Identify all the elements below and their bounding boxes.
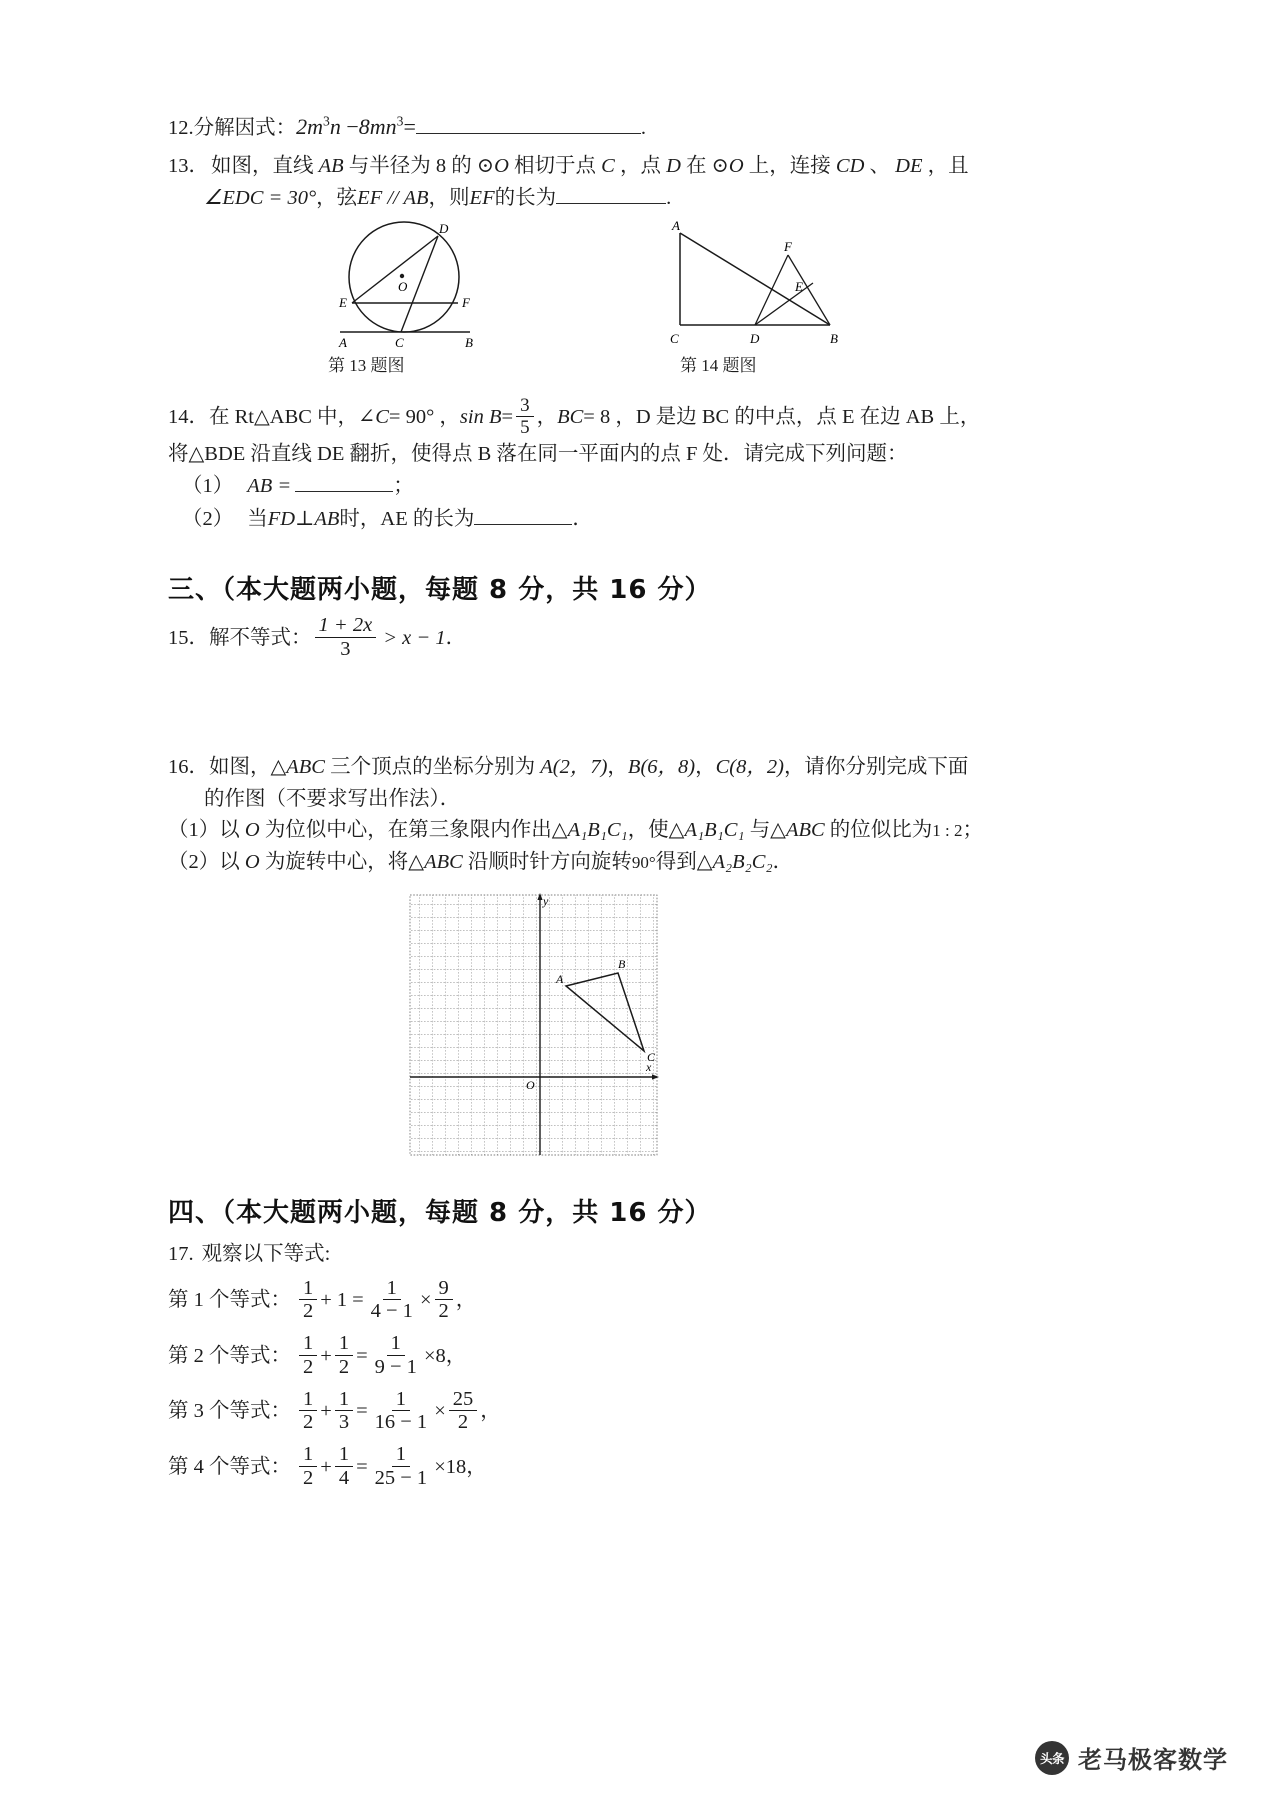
q13-t7: 、 — [864, 154, 896, 177]
q17-eq4-lhs-den: 2 — [303, 1466, 314, 1489]
q13-t6: 上，连接 — [743, 154, 836, 177]
fig14-label-A: A — [672, 218, 680, 233]
graph-label-x: x — [646, 1059, 652, 1074]
q17-eq4-equals: = — [356, 1455, 368, 1478]
q13-ef-parallel-ab: EF // AB — [357, 187, 429, 210]
q14-bc: BC — [557, 406, 584, 429]
q17-eq1-label: 第 1 个等式： — [168, 1289, 291, 1312]
q16-s1-t6: ； — [962, 819, 984, 842]
q16-s2-t2: 为旋转中心，将△ — [259, 851, 425, 874]
q12-equals: = — [403, 114, 416, 139]
q17-eq1-lhs-den: 2 — [303, 1300, 314, 1323]
q17-eq3-label: 第 3 个等式： — [168, 1400, 291, 1423]
section-3-heading: 三、（本大题两小题，每题 8 分，共 16 分） — [168, 575, 712, 606]
q15-frac-denominator: 3 — [340, 637, 351, 660]
q17-eq4-rhs-fraction — [371, 1444, 432, 1489]
q13-l1-text — [211, 151, 969, 183]
q12-answer-blank[interactable] — [416, 113, 641, 135]
graph-label-y: y — [543, 893, 549, 908]
question-14 — [168, 394, 1120, 536]
q14-angle-c: C — [375, 406, 389, 429]
question-13-number: 13． — [168, 154, 209, 177]
q17-eq4-rhs-den: 25 − 1 — [374, 1466, 428, 1489]
q14-frac-denominator: 5 — [520, 416, 530, 438]
fig13-label-B: B — [465, 334, 473, 349]
question-14-number: 14． — [168, 406, 209, 429]
q17-eq4-addend-num: 1 — [335, 1444, 353, 1467]
q17-eq3-mul-fraction — [449, 1389, 478, 1434]
figure-13-circle-diagram — [298, 219, 528, 349]
q17-eq1-mul-fraction — [435, 1278, 453, 1323]
q17-eq3-equals: = — [356, 1400, 368, 1423]
q17-eq4-addend-fraction — [335, 1444, 353, 1489]
graph-label-B: B — [618, 956, 626, 971]
q14-sub2-label: （2） — [182, 507, 234, 530]
question-12-prefix: 分解因式： — [193, 117, 297, 139]
q17-eq2-addend-den: 2 — [338, 1355, 350, 1378]
q17-equation-3 — [168, 1387, 1120, 1435]
q12-term-c: 8mn — [358, 114, 397, 139]
q17-eq2-lhs-den: 2 — [303, 1355, 314, 1378]
q17-eq1-lhs-num: 1 — [299, 1278, 317, 1301]
q13-o1: O — [494, 154, 509, 177]
q16-sub2-label: （2） — [168, 851, 220, 874]
q17-eq3-rhs-den: 16 − 1 — [374, 1411, 428, 1434]
q13-l2-t2: ，则 — [428, 187, 470, 210]
q17-eq3-times: × — [434, 1400, 446, 1423]
q14-sub1-expr: AB = — [247, 475, 292, 498]
q16-point-c: C(8，2) — [715, 755, 784, 778]
fig14-label-E: E — [795, 278, 803, 294]
question-17-intro: 观察以下等式: — [201, 1242, 331, 1265]
q16-s2-deg: 90° — [631, 853, 656, 873]
q13-l2-t3: 的长为 — [494, 187, 557, 210]
figure-13-caption: 第 13 题图 — [328, 355, 405, 375]
q17-eq3-lhs-fraction — [299, 1389, 317, 1434]
fig13-label-O: O — [398, 278, 408, 294]
q17-eq1-rhs-den: 4 − 1 — [370, 1300, 413, 1323]
q12-term-c-exponent: 3 — [396, 113, 404, 129]
q16-sub2-text — [219, 847, 793, 879]
q17-eq4-tail: ， — [466, 1455, 487, 1478]
q13-de: DE — [895, 154, 923, 177]
fig13-label-F: F — [462, 294, 470, 310]
q15-frac-numerator: 1 + 2x — [315, 615, 377, 638]
question-13 — [168, 151, 1120, 215]
fig14-label-C: C — [670, 330, 679, 346]
q16-s1-t5: 的位似比为 — [824, 819, 933, 842]
q17-eq2-tail: ， — [445, 1344, 467, 1367]
q14-sin-b: sin B — [459, 406, 502, 429]
q17-eq4-times: × — [434, 1455, 446, 1478]
q16-s1-abc: ABC — [785, 819, 825, 842]
q17-equation-4 — [168, 1445, 1120, 1490]
fig14-label-B: B — [830, 330, 838, 346]
q16-sub1-label: （1） — [168, 819, 220, 842]
q16-t1: 如图，△ — [209, 755, 287, 778]
question-16-graph-wrapper — [168, 891, 1120, 1176]
q13-answer-blank[interactable] — [556, 183, 666, 205]
q15-period: ． — [445, 627, 467, 650]
figure-14-caption: 第 14 题图 — [680, 355, 757, 375]
q14-sub2-perp: ⊥ — [295, 507, 315, 530]
question-16-sub-2 — [168, 847, 1120, 879]
q14-t1: 在 Rt△ABC 中，∠ — [209, 406, 376, 429]
q13-t4: ，点 — [614, 154, 667, 177]
q12-period: . — [640, 117, 646, 139]
question-14-line-2: 将△BDE 沿直线 DE 翻折，使得点 B 落在同一平面内的点 F 处．请完成下列问题： — [168, 443, 908, 465]
q16-s1-t3: ，使△ — [627, 819, 685, 842]
q17-eq2-lhs-num: 1 — [299, 1333, 317, 1356]
question-14-sub-1 — [168, 471, 1120, 503]
q17-eq2-label: 第 2 个等式： — [168, 1344, 291, 1367]
q17-eq3-mul-den: 2 — [457, 1411, 469, 1434]
toutiao-logo-icon: 头条 — [1035, 1741, 1069, 1775]
q16-s1-t4: 与△ — [744, 819, 786, 842]
question-17 — [168, 1239, 1120, 1491]
q17-eq3-addend-fraction — [335, 1389, 353, 1434]
q16-s1-a1b1c1: A₁B₁C₁ — [567, 819, 628, 842]
q16-s1-ratio: 1 : 2 — [932, 821, 963, 841]
fig13-label-D: D — [439, 220, 449, 236]
q16-c2: ， — [695, 755, 716, 778]
question-12-number: 12. — [168, 117, 194, 139]
question-12-expression — [296, 110, 416, 144]
graph-label-C: C — [647, 1049, 656, 1064]
question-15-prefix: 解不等式： — [209, 627, 312, 650]
q17-equation-1 — [168, 1276, 1120, 1324]
q17-eq1-lhs-fraction — [299, 1278, 317, 1323]
q13-o2: O — [728, 154, 744, 177]
q13-t5: 在 ⊙ — [680, 154, 729, 177]
q17-eq2-rhs-den: 9 − 1 — [374, 1355, 417, 1378]
q12-term-a: 2m — [296, 114, 324, 139]
question-17-intro-line — [168, 1239, 1120, 1271]
q17-eq4-lhs-num: 1 — [299, 1444, 317, 1467]
q14-t3: ， — [536, 406, 558, 429]
q16-point-b: B(6，8) — [627, 755, 696, 778]
question-16 — [168, 752, 1120, 879]
q17-eq2-addend-num: 1 — [335, 1333, 353, 1356]
q14-eq: = — [501, 406, 514, 429]
q13-ef: EF — [469, 187, 495, 210]
fig13-label-A: A — [339, 334, 347, 349]
q17-eq1-mul-den: 2 — [438, 1300, 449, 1323]
q16-l1 — [209, 752, 968, 784]
q17-eq4-lhs-fraction — [299, 1444, 317, 1489]
question-16-line-1 — [168, 752, 1120, 784]
q13-t1: 如图，直线 — [211, 154, 319, 177]
q14-t4: = 8 ，D 是边 BC 的中点，点 E 在边 AB 上， — [583, 406, 981, 429]
q16-c1: ， — [607, 755, 628, 778]
q17-eq2-plus: + — [320, 1344, 332, 1367]
q17-eq3-addend-num: 1 — [335, 1389, 353, 1412]
q17-eq3-rhs-num: 1 — [392, 1389, 410, 1412]
q14-t2: = 90° ， — [388, 406, 460, 429]
q13-t2: 与半径为 8 的 ⊙ — [343, 154, 495, 177]
q17-eq3-lhs-den: 2 — [303, 1411, 314, 1434]
q16-point-a: A(2，7) — [540, 755, 608, 778]
q17-eq2-equals: = — [356, 1344, 368, 1367]
q16-abc: ABC — [286, 755, 325, 778]
q14-sub1-tail: ； — [393, 475, 414, 498]
page-content — [168, 110, 1120, 1493]
question-15-number: 15． — [168, 627, 209, 650]
q17-eq1-rhs-num: 1 — [383, 1278, 401, 1301]
q13-t8: ，且 — [922, 154, 969, 177]
q17-eq4-plus: + — [320, 1455, 332, 1478]
q16-t2: 三个顶点的坐标分别为 — [324, 755, 541, 778]
q15-rhs: > x − 1 — [383, 627, 446, 650]
section-4-heading: 四、（本大题两小题，每题 8 分，共 16 分） — [168, 1197, 712, 1228]
q14-frac-numerator: 3 — [516, 396, 534, 417]
q14-sub2-ab: AB — [314, 507, 340, 530]
q16-s2-a2b2c2: A₂B₂C₂ — [712, 851, 773, 874]
q17-eq1-times: × — [419, 1289, 432, 1312]
question-13-line-2 — [168, 183, 1120, 215]
q17-eq2-addend-fraction — [335, 1333, 353, 1378]
question-16-coordinate-grid — [406, 891, 666, 1171]
q17-eq2-mul-whole: 8 — [435, 1344, 446, 1367]
q14-fraction-3-5 — [516, 396, 534, 438]
fig13-label-C: C — [395, 334, 404, 349]
q17-eq1-addend: 1 — [336, 1289, 348, 1312]
q17-eq1-plus: + — [320, 1289, 332, 1312]
q17-eq2-rhs-num: 1 — [387, 1333, 405, 1356]
q17-eq4-mul-whole: 18 — [445, 1455, 467, 1478]
q17-eq4-rhs-num: 1 — [392, 1444, 410, 1467]
q17-eq1-tail: ， — [455, 1289, 477, 1312]
fig14-label-F: F — [784, 238, 792, 254]
question-13-line-1 — [168, 151, 1120, 183]
q13-angle-edc: ∠EDC = 30° — [204, 187, 317, 210]
q12-minus: − — [346, 114, 359, 139]
q16-s2-t1: 以 — [219, 851, 245, 874]
q17-eq4-label: 第 4 个等式： — [168, 1455, 291, 1478]
q16-sub1-text — [219, 815, 983, 847]
q16-s1-t2: 为位似中心，在第三象限内作出△ — [259, 819, 568, 842]
q17-eq2-rhs-fraction — [371, 1333, 421, 1378]
q13-cd: CD — [835, 154, 865, 177]
q13-t3: 相切于点 — [508, 154, 602, 177]
question-16-number: 16． — [168, 755, 209, 778]
question-17-number: 17. — [168, 1242, 194, 1265]
q16-s2-t3: 沿顺时针方向旋转 — [462, 851, 632, 874]
q12-term-a-exponent: 3 — [323, 113, 330, 129]
q16-s1-t1: 以 — [219, 819, 245, 842]
q16-t3: ，请你分别完成下面 — [783, 755, 969, 778]
q14-sub1-label: （1） — [182, 475, 234, 498]
q17-eq3-mul-num: 25 — [449, 1389, 478, 1412]
question-14-sub-2 — [168, 503, 1120, 535]
q17-eq1-mul-num: 9 — [435, 1278, 453, 1301]
q14-sub2-t2: 时，AE 的长为 — [339, 507, 475, 530]
q16-s2-t5: ． — [772, 851, 794, 874]
q17-eq4-addend-den: 4 — [338, 1466, 350, 1489]
question-16-sub-1 — [168, 815, 1120, 847]
question-14-line-1 — [168, 394, 1120, 439]
figure-14-triangle-diagram — [658, 219, 873, 349]
q13-d: D — [666, 154, 681, 177]
q13-ab: AB — [318, 154, 344, 177]
q16-s1-o: O — [244, 819, 260, 842]
graph-label-O: O — [526, 1077, 535, 1092]
q17-eq1-equals: = — [352, 1289, 364, 1312]
q16-s2-t4: 得到△ — [655, 851, 713, 874]
q16-s1-a1b1c1-b: A₁B₁C₁ — [684, 819, 745, 842]
q14-sub1-blank[interactable] — [295, 471, 393, 493]
q17-eq3-rhs-fraction — [371, 1389, 432, 1434]
q14-sub2-fd: FD — [267, 507, 296, 530]
q14-sub2-blank[interactable] — [474, 503, 572, 525]
q13-l2-t1: ，弦 — [316, 187, 358, 210]
q17-eq3-lhs-num: 1 — [299, 1389, 317, 1412]
fig13-label-E: E — [339, 294, 347, 310]
q17-equation-2 — [168, 1334, 1120, 1379]
q13-period: . — [666, 187, 672, 210]
question-15 — [168, 616, 1120, 661]
fig14-label-D: D — [750, 330, 760, 346]
q16-s2-abc: ABC — [424, 851, 463, 874]
q12-term-b: n — [329, 114, 341, 139]
watermark — [1035, 1740, 1228, 1775]
q14-sub2-tail: ． — [572, 507, 593, 530]
watermark-brand-label: 老马极客数学 — [1078, 1746, 1228, 1774]
q17-eq3-plus: + — [320, 1400, 332, 1423]
q14-sub2-t1: 当 — [247, 507, 268, 530]
question-12 — [168, 110, 1120, 145]
q17-eq2-times: × — [423, 1344, 436, 1367]
q17-eq3-addend-den: 3 — [338, 1411, 350, 1434]
q17-eq2-lhs-fraction — [299, 1333, 317, 1378]
q13-c: C — [601, 154, 615, 177]
q15-fraction — [315, 615, 377, 660]
q17-eq3-tail: ， — [480, 1400, 501, 1423]
q17-eq1-rhs-fraction — [367, 1278, 417, 1323]
figures-row-13-14 — [168, 219, 1120, 379]
graph-label-A: A — [556, 971, 564, 986]
question-16-line-2: 的作图（不要求写出作法）． — [204, 787, 461, 810]
q16-s2-o: O — [244, 851, 260, 874]
